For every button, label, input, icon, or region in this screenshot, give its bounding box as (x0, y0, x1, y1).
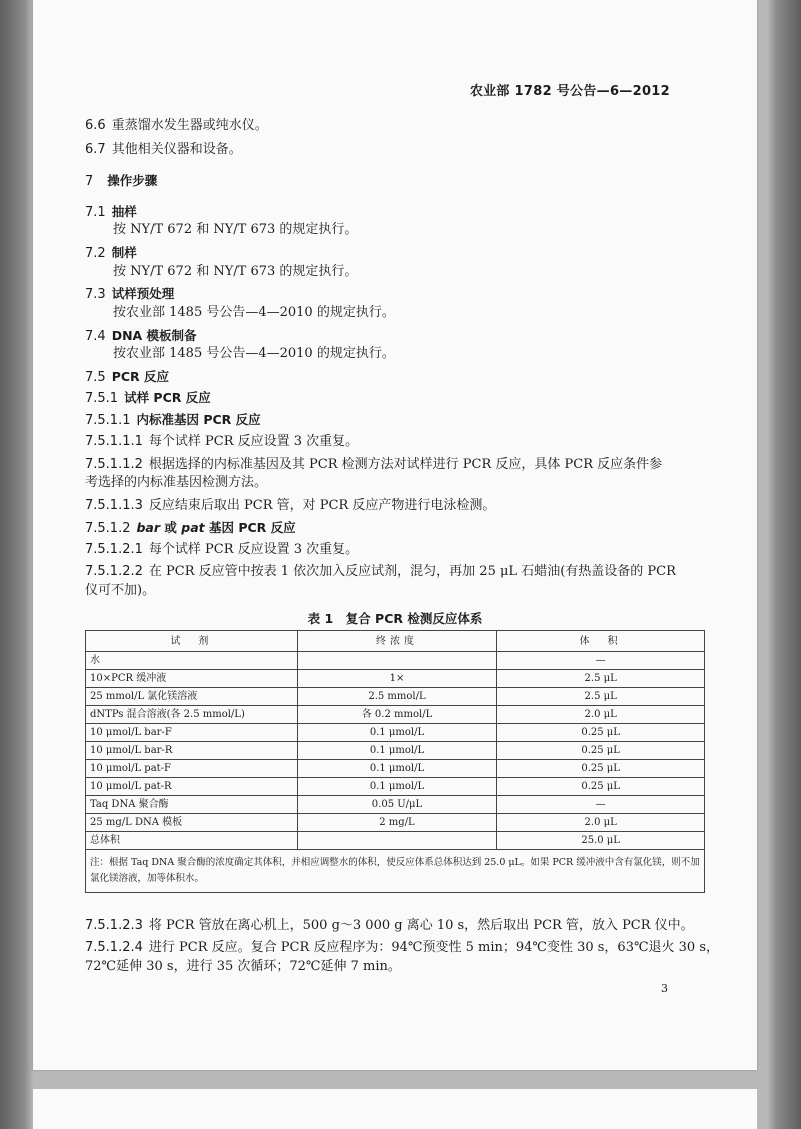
section-7-5-1-2-4-cont: 72℃延伸 30 s，进行 35 次循环；72℃延伸 7 min。 (85, 959, 401, 974)
concentration-cell (297, 652, 497, 670)
section-7-5-1-1-1: 7.5.1.1.1 每个试样 PCR 反应设置 3 次重复。 (85, 434, 359, 449)
volume-cell: — (497, 796, 705, 814)
table-row (86, 814, 705, 832)
section-7-1-body: 按 NY/T 672 和 NY/T 673 的规定执行。 (113, 222, 358, 237)
page-header: 农业部 1782 号公告—6—2012 (469, 84, 670, 99)
concentration-cell: 各 0.2 mmol/L (297, 706, 497, 724)
volume-cell: — (497, 652, 705, 670)
reagent-cell: 25 mmol/L 氯化镁溶液 (86, 688, 298, 706)
col-header-volume: 体 积 (497, 631, 705, 652)
concentration-cell: 0.1 μmol/L (297, 760, 497, 778)
table-note: 注：根据 Taq DNA 聚合酶的浓度确定其体积，并相应调整水的体积，使反应体系总体积达到 25.0 μL。如果 PCR 缓冲液中含有氯化镁，则不加氯化镁溶液，加等体积水。 (86, 850, 705, 893)
reagent-cell: 25 mg/L DNA 模板 (86, 814, 298, 832)
section-7-4-heading: 7.4 DNA 模板制备 (85, 328, 197, 344)
section-7-5-1-1-heading: 7.5.1.1 内标准基因 PCR 反应 (85, 412, 261, 428)
reagent-cell: 10 μmol/L bar-R (86, 742, 298, 760)
reagent-cell: dNTPs 混合溶液(各 2.5 mmol/L) (86, 706, 298, 724)
concentration-cell: 1× (297, 670, 497, 688)
section-7-5-1-heading: 7.5.1 试样 PCR 反应 (85, 390, 211, 406)
concentration-cell: 2.5 mmol/L (297, 688, 497, 706)
section-7-5-1-2-heading: 7.5.1.2 bar 或 pat 基因 PCR 反应 (85, 520, 296, 536)
table-row (86, 742, 705, 760)
section-7-1-heading: 7.1 抽样 (85, 204, 137, 220)
section-7-5-1-2-1: 7.5.1.2.1 每个试样 PCR 反应设置 3 次重复。 (85, 542, 359, 557)
reagent-cell: 总体积 (86, 832, 298, 850)
page-number: 3 (661, 982, 668, 995)
section-7-4-body: 按农业部 1485 号公告—4—2010 的规定执行。 (113, 346, 395, 361)
reagent-cell: 10 μmol/L pat-F (86, 760, 298, 778)
volume-cell: 0.25 μL (497, 724, 705, 742)
table-header-row (86, 631, 705, 652)
volume-cell: 0.25 μL (497, 778, 705, 796)
section-7-5-1-1-2-cont: 考选择的内标准基因检测方法。 (85, 475, 268, 490)
reagent-cell: 10×PCR 缓冲液 (86, 670, 298, 688)
section-7-5-heading: 7.5 PCR 反应 (85, 369, 169, 385)
document-page (33, 0, 757, 1070)
concentration-cell: 0.05 U/μL (297, 796, 497, 814)
section-6-6: 6.6 重蒸馏水发生器或纯水仪。 (85, 118, 268, 133)
table-row (86, 796, 705, 814)
table-row (86, 778, 705, 796)
section-6-7: 6.7 其他相关仪器和设备。 (85, 142, 242, 157)
section-7-5-1-1-3: 7.5.1.1.3 反应结束后取出 PCR 管，对 PCR 反应产物进行电泳检测。 (85, 498, 496, 513)
section-7-5-1-2-2: 7.5.1.2.2 在 PCR 反应管中按表 1 依次加入反应试剂，混匀，再加 25 μL 石蜡油(有热盖设备的 PCR (85, 564, 676, 579)
next-page-edge (33, 1089, 757, 1129)
section-7-heading: 7 操作步骤 (85, 173, 158, 189)
volume-cell: 25.0 μL (497, 832, 705, 850)
table-row (86, 760, 705, 778)
volume-cell: 2.5 μL (497, 688, 705, 706)
table-row (86, 652, 705, 670)
volume-cell: 0.25 μL (497, 742, 705, 760)
section-7-2-heading: 7.2 制样 (85, 245, 137, 261)
volume-cell: 0.25 μL (497, 760, 705, 778)
table-row (86, 706, 705, 724)
table-note-row (86, 850, 705, 893)
col-header-concentration: 终浓度 (297, 631, 497, 652)
section-7-5-1-2-3: 7.5.1.2.3 将 PCR 管放在离心机上，500 g～3 000 g 离心 10 s，然后取出 PCR 管，放入 PCR 仪中。 (85, 918, 694, 933)
reagent-cell: Taq DNA 聚合酶 (86, 796, 298, 814)
concentration-cell: 2 mg/L (297, 814, 497, 832)
table-row (86, 688, 705, 706)
concentration-cell (297, 832, 497, 850)
concentration-cell: 0.1 μmol/L (297, 742, 497, 760)
section-7-3-heading: 7.3 试样预处理 (85, 286, 175, 302)
section-7-2-body: 按 NY/T 672 和 NY/T 673 的规定执行。 (113, 264, 358, 279)
volume-cell: 2.0 μL (497, 706, 705, 724)
table-row (86, 832, 705, 850)
reagent-cell: 水 (86, 652, 298, 670)
concentration-cell: 0.1 μmol/L (297, 724, 497, 742)
table-caption: 表 1 复合 PCR 检测反应体系 (307, 611, 483, 626)
reagent-cell: 10 μmol/L bar-F (86, 724, 298, 742)
reagent-cell: 10 μmol/L pat-R (86, 778, 298, 796)
volume-cell: 2.0 μL (497, 814, 705, 832)
volume-cell: 2.5 μL (497, 670, 705, 688)
section-7-5-1-2-2-cont: 仪可不加)。 (85, 583, 156, 598)
section-7-5-1-2-4: 7.5.1.2.4 进行 PCR 反应。复合 PCR 反应程序为：94℃预变性 5 min；94℃变性 30 s，63℃退火 30 s， (85, 940, 719, 955)
reaction-system-table (85, 630, 705, 893)
table-row (86, 724, 705, 742)
col-header-reagent: 试 剂 (86, 631, 298, 652)
table-row (86, 670, 705, 688)
concentration-cell: 0.1 μmol/L (297, 778, 497, 796)
section-7-3-body: 按农业部 1485 号公告—4—2010 的规定执行。 (113, 305, 395, 320)
section-7-5-1-1-2: 7.5.1.1.2 根据选择的内标准基因及其 PCR 检测方法对试样进行 PCR 反应，具体 PCR 反应条件参 (85, 457, 663, 472)
